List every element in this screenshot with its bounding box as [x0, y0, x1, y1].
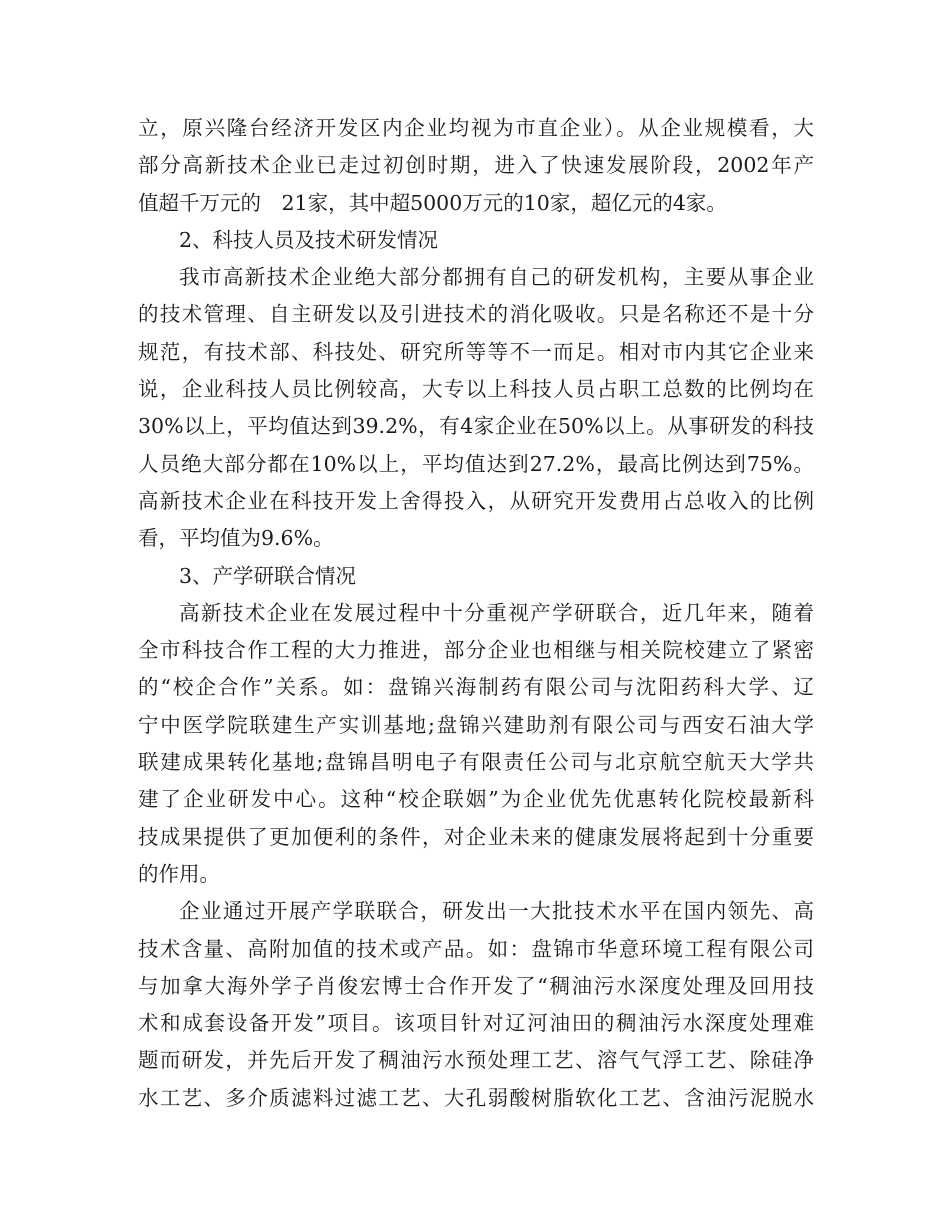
section-heading: 2、科技人员及技术研发情况	[179, 227, 439, 252]
text-line: 术和成套设备开发”项目。该项目针对辽河油田的稠油污水深度处理难	[138, 1011, 814, 1036]
text-line: 题而研发，并先后开发了稠油污水预处理工艺、溶气气浮工艺、除硅净	[138, 1048, 814, 1073]
section-heading: 3、产学研联合情况	[179, 563, 357, 588]
text-line: 值超千万元的 21家，其中超5000万元的10家，超亿元的4家。	[138, 190, 727, 215]
text-line: 全市科技合作工程的大力推进，部分企业也相继与相关院校建立了紧密	[138, 638, 814, 663]
text-line: 高新技术企业在科技开发上舍得投入，从研究开发费用占总收入的比例	[138, 488, 814, 513]
text-line: 的技术管理、自主研发以及引进技术的消化吸收。只是名称还不是十分	[138, 302, 814, 327]
text-line: 立，原兴隆台经济开发区内企业均视为市直企业）。从企业规模看，大	[138, 116, 814, 140]
text-line: 30%以上，平均值达到39.2%，有4家企业在50%以上。从事研发的科技	[138, 414, 814, 439]
text-line: 与加拿大海外学子肖俊宏博士合作开发了“稠油污水深度处理及回用技	[138, 973, 814, 998]
text-line: 的“校企合作”关系。如：盘锦兴海制药有限公司与沈阳药科大学、辽	[138, 675, 814, 700]
document-body	[138, 110, 814, 1117]
text-line: 水工艺、多介质滤料过滤工艺、大孔弱酸树脂软化工艺、含油污泥脱水	[138, 1085, 814, 1110]
text-line: 联建成果转化基地;盘锦昌明电子有限责任公司与北京航空航天大学共	[138, 750, 814, 775]
text-line: 宁中医学院联建生产实训基地;盘锦兴建助剂有限公司与西安石油大学	[138, 712, 814, 737]
text-line: 人员绝大部分都在10%以上，平均值达到27.2%，最高比例达到75%。	[138, 451, 814, 476]
paragraph-start-line: 高新技术企业在发展过程中十分重视产学研联合，近几年来，随着	[179, 600, 814, 625]
text-line: 的作用。	[138, 861, 220, 886]
text-line: 建了企业研发中心。这种“校企联姻”为企业优先优惠转化院校最新科	[138, 787, 814, 812]
text-line: 技成果提供了更加便利的条件，对企业未来的健康发展将起到十分重要	[138, 824, 814, 849]
paragraph-start-line: 我市高新技术企业绝大部分都拥有自己的研发机构，主要从事企业	[179, 265, 814, 290]
text-line: 部分高新技术企业已走过初创时期，进入了快速发展阶段，2002年产	[138, 153, 814, 178]
text-line: 看，平均值为9.6%。	[138, 526, 334, 551]
text-line: 说，企业科技人员比例较高，大专以上科技人员占职工总数的比例均在	[138, 377, 814, 402]
paragraph-start-line: 企业通过开展产学联联合，研发出一大批技术水平在国内领先、高	[179, 899, 814, 924]
text-line: 技术含量、高附加值的技术或产品。如：盘锦市华意环境工程有限公司	[138, 936, 814, 961]
text-line: 规范，有技术部、科技处、研究所等等不一而足。相对市内其它企业来	[138, 339, 814, 364]
